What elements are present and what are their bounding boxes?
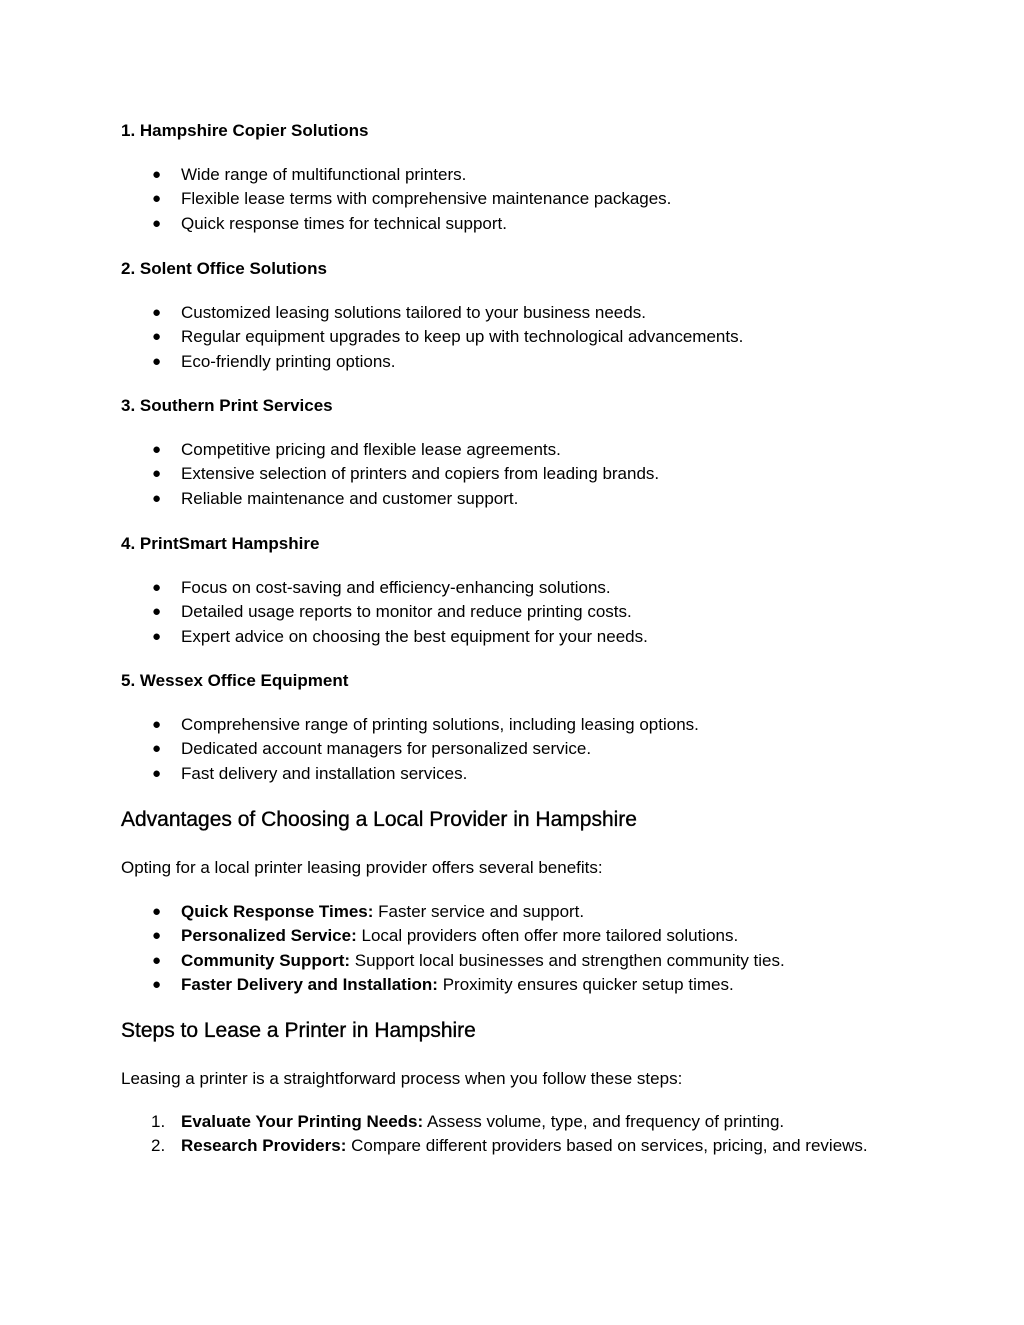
list-item: ● Detailed usage reports to monitor and reduce printing costs. — [121, 600, 648, 624]
list-item: 1. Evaluate Your Printing Needs: Assess volume, type, and frequency of printing. — [121, 1110, 881, 1134]
list-item: ● Customized leasing solutions tailored to your business needs. — [121, 301, 743, 325]
list-item: ● Reliable maintenance and customer support. — [121, 487, 659, 511]
list-item: ● Wide range of multifunctional printers. — [121, 163, 671, 187]
list-item: ● Focus on cost-saving and efficiency-enhancing solutions. — [121, 576, 648, 600]
list-item: ● Flexible lease terms with comprehensive maintenance packages. — [121, 187, 671, 211]
list-item: ● Personalized Service: Local providers often offer more tailored solutions. — [121, 924, 785, 948]
list-item: ● Community Support: Support local businesses and strengthen community ties. — [121, 949, 785, 973]
bullet-icon: ● — [152, 764, 162, 782]
bullet-icon: ● — [152, 465, 162, 483]
steps-list — [121, 1110, 881, 1159]
section-heading-advantages: Advantages of Choosing a Local Provider in Hampshire — [121, 808, 637, 831]
list-item: ● Quick response times for technical support. — [121, 212, 671, 236]
list-item: ● Expert advice on choosing the best equipment for your needs. — [121, 625, 648, 649]
bullet-icon: ● — [152, 214, 162, 232]
list-item: ● Competitive pricing and flexible lease agreements. — [121, 438, 659, 462]
provider-feature-list — [121, 576, 648, 649]
list-item: ● Comprehensive range of printing solutions, including leasing options. — [121, 713, 699, 737]
bullet-icon: ● — [152, 579, 162, 596]
list-item: ● Fast delivery and installation services. — [121, 762, 699, 786]
bullet-icon: ● — [152, 328, 162, 346]
provider-title: 4. PrintSmart Hampshire — [121, 534, 320, 553]
steps-intro: Leasing a printer is a straightforward process when you follow these steps: — [121, 1069, 683, 1088]
list-item: ● Quick Response Times: Faster service and support. — [121, 900, 785, 924]
list-item: ● Eco-friendly printing options. — [121, 350, 743, 374]
bullet-icon: ● — [152, 951, 162, 969]
list-item: ● Faster Delivery and Installation: Proximity ensures quicker setup times. — [121, 973, 785, 997]
bullet-icon: ● — [152, 441, 162, 458]
bullet-icon: ● — [152, 304, 162, 321]
bullet-icon: ● — [152, 927, 162, 945]
advantages-intro: Opting for a local printer leasing provider offers several benefits: — [121, 858, 603, 877]
provider-feature-list — [121, 438, 659, 511]
bullet-icon: ● — [152, 740, 162, 758]
bullet-icon: ● — [152, 190, 162, 208]
provider-feature-list — [121, 163, 671, 236]
bullet-icon: ● — [152, 716, 162, 733]
step-number: 2. — [151, 1136, 166, 1156]
bullet-icon: ● — [152, 976, 162, 994]
list-item: ● Extensive selection of printers and copiers from leading brands. — [121, 462, 659, 486]
step-number: 1. — [151, 1112, 166, 1131]
bullet-icon: ● — [152, 627, 162, 645]
bullet-icon: ● — [152, 603, 162, 621]
provider-title: 3. Southern Print Services — [121, 396, 333, 415]
list-item: ● Dedicated account managers for personalized service. — [121, 737, 699, 761]
list-item: ● Regular equipment upgrades to keep up with technological advancements. — [121, 325, 743, 349]
advantages-list — [121, 900, 785, 998]
bullet-icon: ● — [152, 903, 162, 920]
bullet-icon: ● — [152, 166, 162, 183]
provider-feature-list — [121, 301, 743, 374]
bullet-icon: ● — [152, 352, 162, 370]
provider-feature-list — [121, 713, 699, 786]
bullet-icon: ● — [152, 489, 162, 507]
section-heading-steps: Steps to Lease a Printer in Hampshire — [121, 1019, 476, 1042]
list-item: 2. Research Providers: Compare different providers based on services, pricing, and reviews. — [121, 1134, 881, 1158]
provider-title: 2. Solent Office Solutions — [121, 259, 327, 278]
provider-title: 1. Hampshire Copier Solutions — [121, 121, 369, 140]
provider-title: 5. Wessex Office Equipment — [121, 671, 349, 690]
